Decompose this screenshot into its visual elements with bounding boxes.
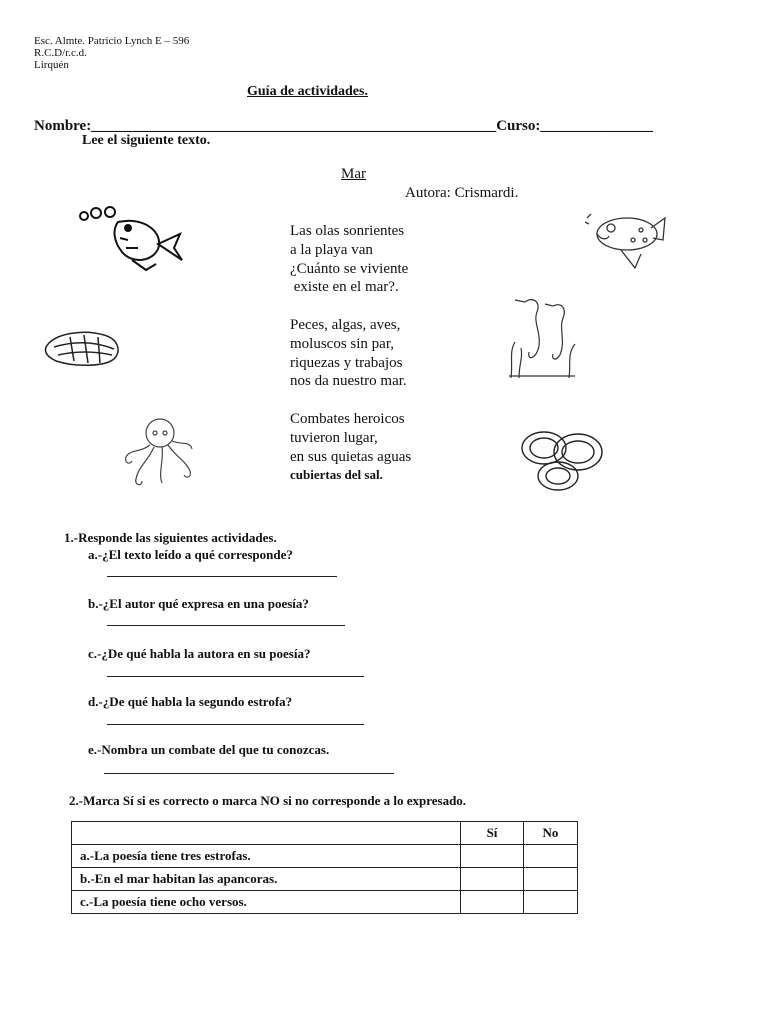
clams-icon	[520, 428, 610, 494]
question-c: c.-¿De qué habla la autora en su poesía?	[88, 646, 311, 661]
no-box-a[interactable]	[524, 845, 578, 868]
pufferfish-icon	[585, 210, 670, 272]
school-header	[34, 35, 189, 71]
answer-line-c[interactable]	[107, 676, 364, 677]
answer-line-d[interactable]	[107, 724, 364, 725]
poem-text: Las olas sonrientes a la playa van ¿Cuánto se viviente existe en el mar?. Peces, algas, aves, moluscos sin par, riquezas y trabajos nos da nuestro mar. Combates heroicos tuvieron lugar, en sus quietas aguas	[290, 223, 412, 465]
statement-a: a.-La poesía tiene tres estrofas.	[72, 845, 461, 868]
answer-line-b[interactable]	[107, 625, 345, 626]
school-code: R.C.D/r.c.d.	[34, 47, 87, 59]
octopus-icon	[120, 415, 195, 490]
shell-icon	[44, 327, 124, 369]
question-d: d.-¿De qué habla la segundo estrofa?	[88, 694, 293, 709]
header-si: Sí	[461, 822, 524, 845]
question-e: e.-Nombra un combate del que tu conozcas.	[88, 742, 330, 757]
header-no: No	[524, 822, 578, 845]
statement-c: c.-La poesía tiene ocho versos.	[72, 891, 461, 914]
yes-no-table	[71, 821, 578, 914]
si-box-c[interactable]	[461, 891, 524, 914]
fish-icon	[76, 204, 186, 274]
table-row	[72, 891, 578, 914]
table-row	[72, 868, 578, 891]
school-name: Esc. Almte. Patricio Lynch E – 596	[34, 35, 190, 47]
table-row	[72, 845, 578, 868]
poem-title: Mar	[341, 166, 366, 182]
seahorse-icon	[505, 292, 580, 382]
answer-line-a[interactable]	[107, 576, 337, 577]
section2-title: 2.-Marca Sí si es correcto o marca NO si no corresponde a lo expresado.	[69, 793, 467, 808]
statement-b: b.-En el mar habitan las apancoras.	[72, 868, 461, 891]
question-a: a.-¿El texto leído a qué corresponde?	[88, 547, 293, 562]
name-course-line: Nombre:______________________________________________________Curso:_______________	[34, 118, 653, 134]
intro-instruction: Lee el siguiente texto.	[82, 133, 211, 148]
poem-body	[290, 222, 411, 485]
poem-last-line: cubiertas del sal.	[290, 467, 383, 483]
question-b: b.-¿El autor qué expresa en una poesía?	[88, 596, 309, 611]
section1-title: 1.-Responde las siguientes actividades.	[64, 530, 277, 545]
table-header-row	[72, 822, 578, 845]
page-title: Guía de actividades.	[247, 84, 368, 99]
school-town: Lirquén	[34, 59, 69, 71]
no-box-c[interactable]	[524, 891, 578, 914]
si-box-a[interactable]	[461, 845, 524, 868]
no-box-b[interactable]	[524, 868, 578, 891]
poem-author: Autora: Crismardi.	[405, 185, 519, 201]
header-empty-cell	[72, 822, 461, 845]
answer-line-e[interactable]	[104, 773, 394, 774]
si-box-b[interactable]	[461, 868, 524, 891]
